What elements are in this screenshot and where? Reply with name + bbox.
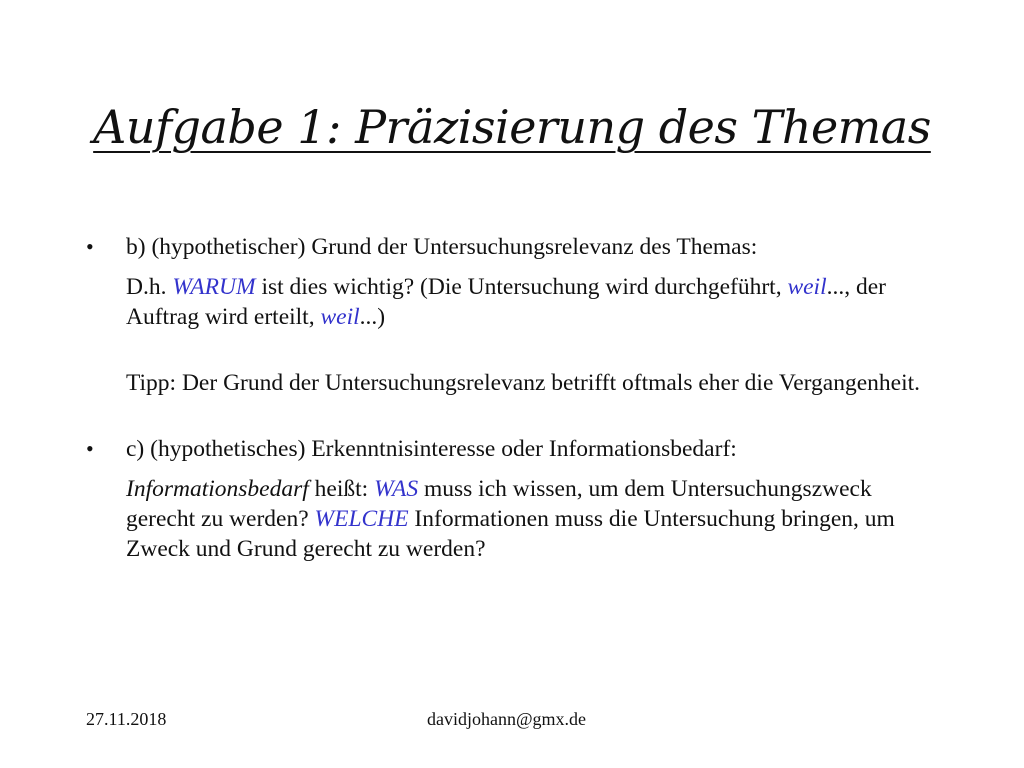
bullet-marker: • bbox=[86, 234, 94, 259]
slide-title: Aufgabe 1: Präzisierung des Themas bbox=[93, 100, 931, 154]
emphasis-warum: WARUM bbox=[172, 274, 256, 300]
bullet-marker: • bbox=[86, 436, 94, 461]
footer-date: 27.11.2018 bbox=[86, 709, 167, 729]
text-run: muss ich wissen, um dem Untersuchungszweck gerecht zu werden? bbox=[126, 476, 872, 532]
bullet-c-explanation bbox=[126, 474, 936, 564]
text-run: Informationen muss die Untersuchung bringen, um Zweck und Grund gerecht zu werden? bbox=[126, 506, 895, 562]
text-run: heißt bbox=[308, 476, 362, 502]
term-informationsbedarf: Informationsbedarf bbox=[126, 476, 309, 502]
text-run: D.h. bbox=[126, 274, 173, 300]
emphasis-was: WAS bbox=[374, 476, 419, 502]
emphasis-weil: weil bbox=[320, 304, 360, 330]
text-run: : bbox=[361, 476, 375, 502]
emphasis-weil: weil bbox=[787, 274, 827, 300]
bullet-b-heading: b) (hypothetischer) Grund der Untersuchungsrelevanz des Themas: bbox=[126, 234, 758, 260]
emphasis-welche: WELCHE bbox=[314, 506, 409, 532]
text-run: ..., der Auftrag wird erteilt, bbox=[126, 274, 887, 330]
text-run: ist dies wichtig? (Die Untersuchung wird durchgeführt, bbox=[255, 274, 788, 300]
slide-content bbox=[86, 232, 936, 564]
bullet-b-explanation bbox=[126, 272, 936, 332]
bullet-c-heading: c) (hypothetisches) Erkenntnisinteresse oder Informationsbedarf: bbox=[126, 436, 737, 462]
bullet-b bbox=[86, 232, 936, 262]
footer-email: davidjohann@gmx.de bbox=[427, 709, 587, 729]
text-run: ...) bbox=[359, 304, 386, 330]
bullet-b-tip: Tipp: Der Grund der Untersuchungsrelevanz betrifft oftmals eher die Vergangenheit. bbox=[126, 370, 920, 396]
bullet-c bbox=[86, 434, 936, 464]
